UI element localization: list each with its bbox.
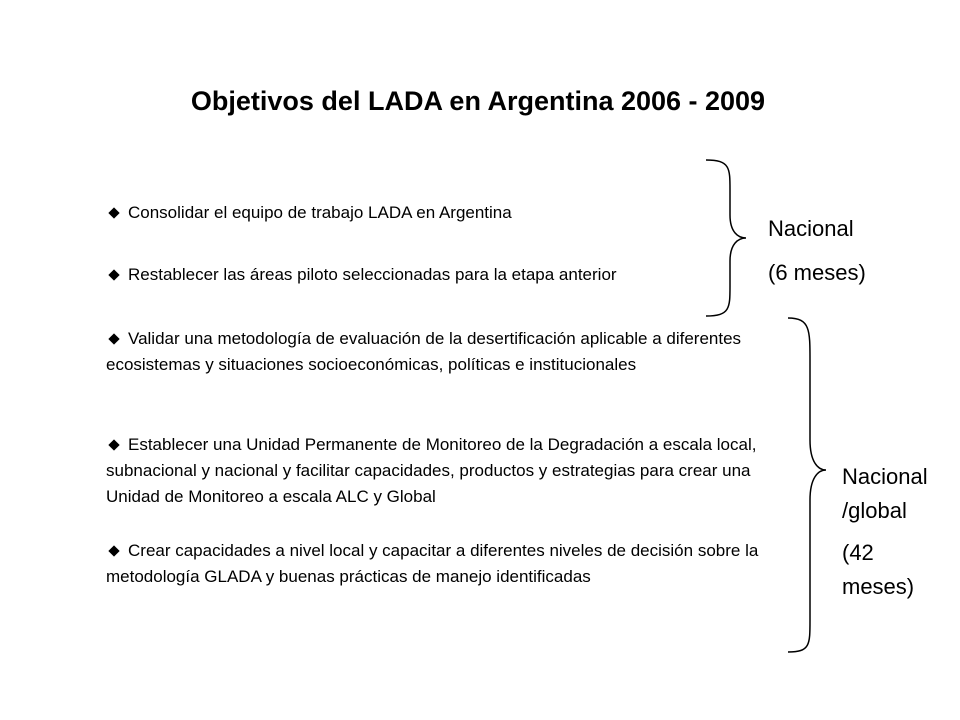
scope-label-cont: /global bbox=[842, 498, 907, 523]
objective-text: Consolidar el equipo de trabajo LADA en Argentina bbox=[128, 203, 512, 222]
objective-text: Crear capacidades a nivel local y capacitar a diferentes niveles de decisión sobre la metodología GLADA y buenas prácticas de manejo identificadas bbox=[106, 541, 759, 586]
scope-duration-cont: meses) bbox=[842, 574, 915, 599]
objective-text: Restablecer las áreas piloto seleccionadas para la etapa anterior bbox=[128, 265, 617, 284]
objective-text: Validar una metodología de evaluación de la desertificación aplicable a diferentes ecosistemas y situaciones socioeconómicas, políticas e institucionales bbox=[106, 329, 742, 374]
scope-duration: (6 meses) bbox=[768, 260, 866, 285]
objective-text: Establecer una Unidad Permanente de Monitoreo de la Degradación a escala local, subnacional y nacional y facilitar capacidades, productos y estrategias para crear una Unidad de Monitoreo a escala ALC y Global bbox=[106, 435, 757, 506]
brace-national bbox=[706, 160, 746, 316]
scope-national bbox=[768, 212, 866, 290]
scope-label: Nacional bbox=[842, 464, 928, 489]
scope-national-global bbox=[842, 460, 928, 604]
scope-label: Nacional bbox=[768, 216, 854, 241]
slide-title: Objetivos del LADA en Argentina 2006 - 2009 bbox=[190, 86, 766, 116]
scope-duration: (42 bbox=[842, 540, 874, 565]
brace-national-global bbox=[788, 318, 826, 652]
